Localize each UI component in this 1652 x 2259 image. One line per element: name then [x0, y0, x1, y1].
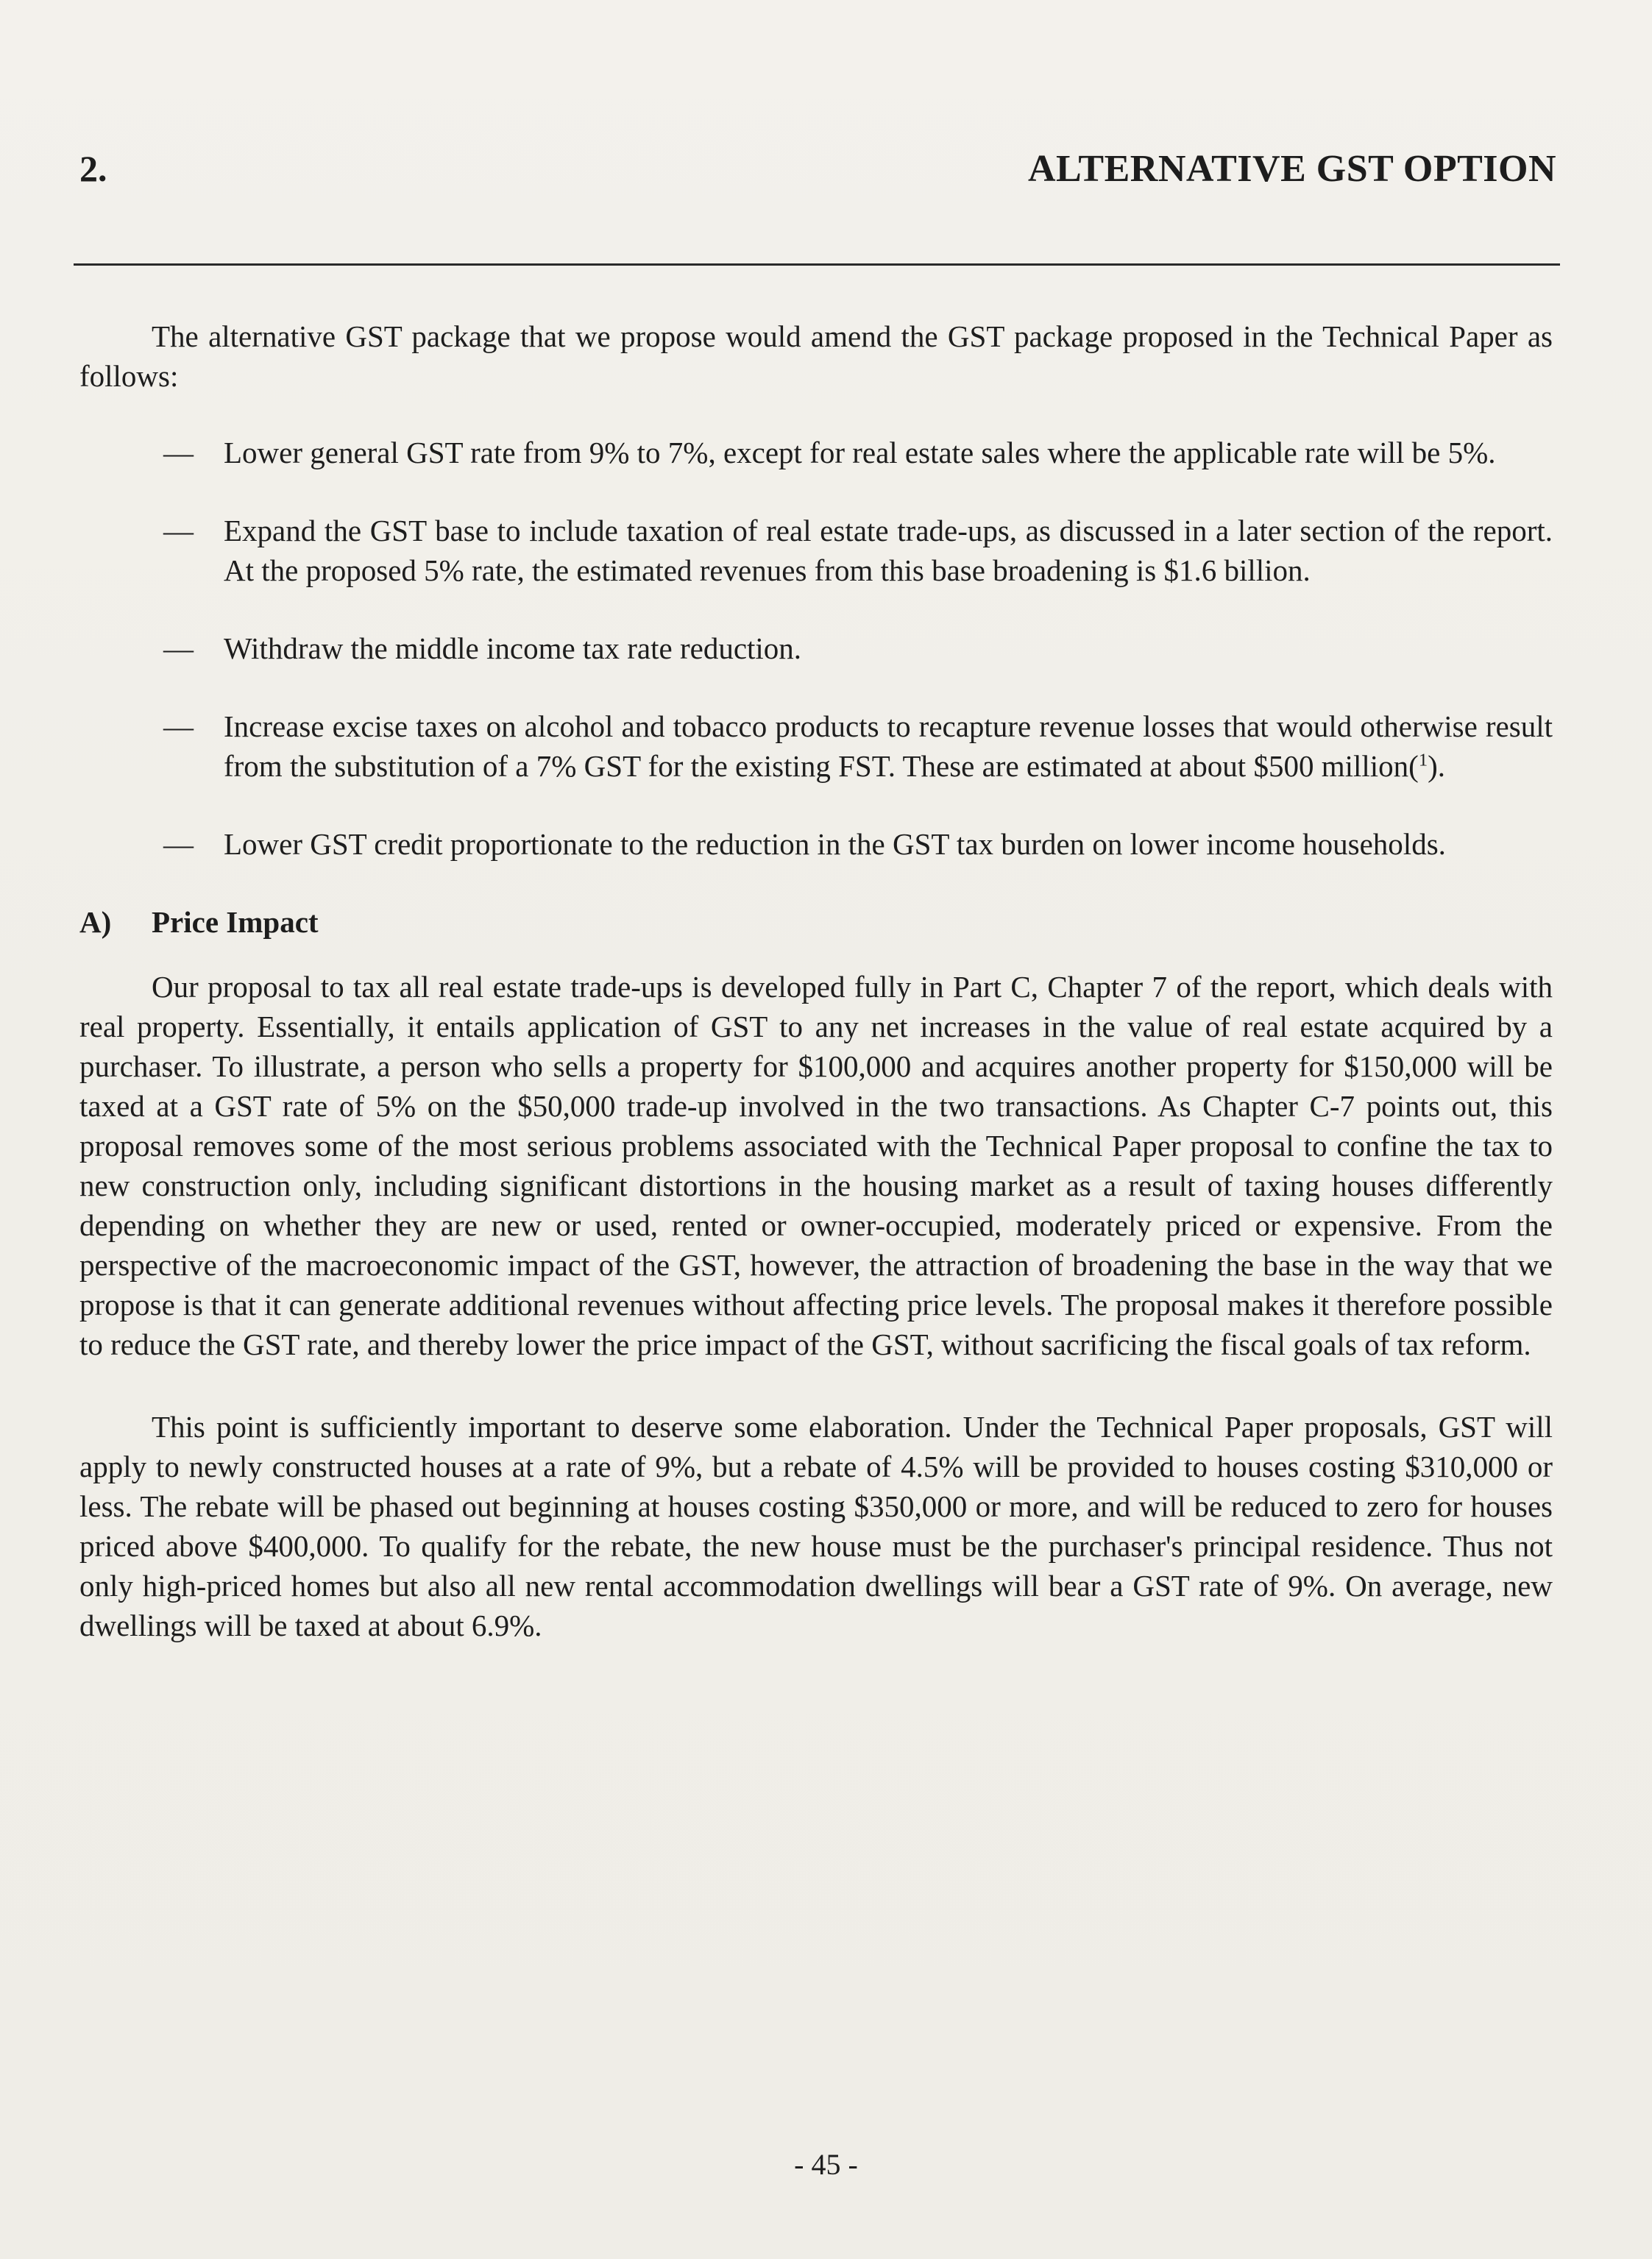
dash-bullet: —: [163, 436, 194, 469]
subsection-title: Price Impact: [152, 905, 319, 939]
body-text: [79, 316, 1553, 1645]
list-item: [79, 433, 1553, 472]
list-item: [79, 706, 1553, 786]
body-paragraph: This point is sufficiently important to deserve some elaboration. Under the Technical Paper proposals, GST will apply to newly constructed houses at a rate of 9%, but a rebate of 4.5% will be provided to houses costing $310,000 or less. The rebate will be phased out beginning at houses costing $350,000 or more, and will be reduced to zero for houses priced above $400,000. To qualify for the rebate, the new house must be the purchaser's principal residence. Thus not only high-priced homes but also all new rental accommodation dwellings will bear a GST rate of 9%. On average, new dwellings will be taxed at about 6.9%.: [79, 1410, 1553, 1642]
subsection-heading: [79, 902, 1553, 942]
list-item-text: Lower GST credit proportionate to the reduction in the GST tax burden on lower income households.: [224, 827, 1446, 861]
list-item-text: Lower general GST rate from 9% to 7%, except for real estate sales where the applicable rate will be 5%.: [224, 436, 1496, 469]
header-rule: [74, 263, 1560, 266]
page-number: - 45 -: [794, 2148, 858, 2181]
list-item: [79, 824, 1553, 864]
body-paragraph: Our proposal to tax all real estate trade-ups is developed fully in Part C, Chapter 7 of the report, which deals with real property. Essentially, it entails application of GST to any net increases in the value of real estate acquired by a purchaser. To illustrate, a person who sells a property for $100,000 and acquires another property for $150,000 will be taxed at a GST rate of 5% on the $50,000 trade-up involved in the two transactions. As Chapter C-7 points out, this proposal removes some of the most serious problems associated with the Technical Paper proposal to confine the tax to new construction only, including significant distortions in the housing market as a result of taxing houses differently depending on whether they are new or used, rented or owner-occupied, moderately priced or expensive. From the perspective of the macroeconomic impact of the GST, however, the attraction of broadening the base in the way that we propose is that it can generate additional revenues without affecting price levels. The proposal makes it therefore possible to reduce the GST rate, and thereby lower the price impact of the GST, without sacrificing the fiscal goals of tax reform.: [79, 970, 1553, 1361]
list-item: [79, 511, 1553, 590]
section-header: [79, 147, 1556, 199]
proposal-list: [79, 433, 1553, 864]
dash-bullet: —: [163, 514, 194, 547]
list-item-text: Withdraw the middle income tax rate reduction.: [224, 631, 802, 665]
section-number: 2.: [79, 148, 107, 189]
list-item-text: Expand the GST base to include taxation of real estate trade-ups, as discussed in a later section of the report. At the proposed 5% rate, the estimated revenues from this base broadening is $1.6 billion.: [224, 514, 1553, 587]
dash-bullet: —: [163, 709, 194, 743]
list-item-text-tail: ).: [1428, 749, 1446, 783]
footnote-marker: 1: [1418, 750, 1428, 770]
list-item-text: Increase excise taxes on alcohol and tobacco products to recapture revenue losses that would otherwise result from the substitution of a 7% GST for the existing FST. These are estimated at about $500 million(: [224, 709, 1553, 783]
dash-bullet: —: [163, 631, 194, 665]
list-item: [79, 628, 1553, 668]
subsection-letter: A): [79, 905, 112, 939]
section-title: ALTERNATIVE GST OPTION: [1027, 148, 1556, 190]
dash-bullet: —: [163, 827, 194, 861]
intro-paragraph: The alternative GST package that we propose would amend the GST package proposed in the Technical Paper as follows:: [79, 319, 1553, 393]
